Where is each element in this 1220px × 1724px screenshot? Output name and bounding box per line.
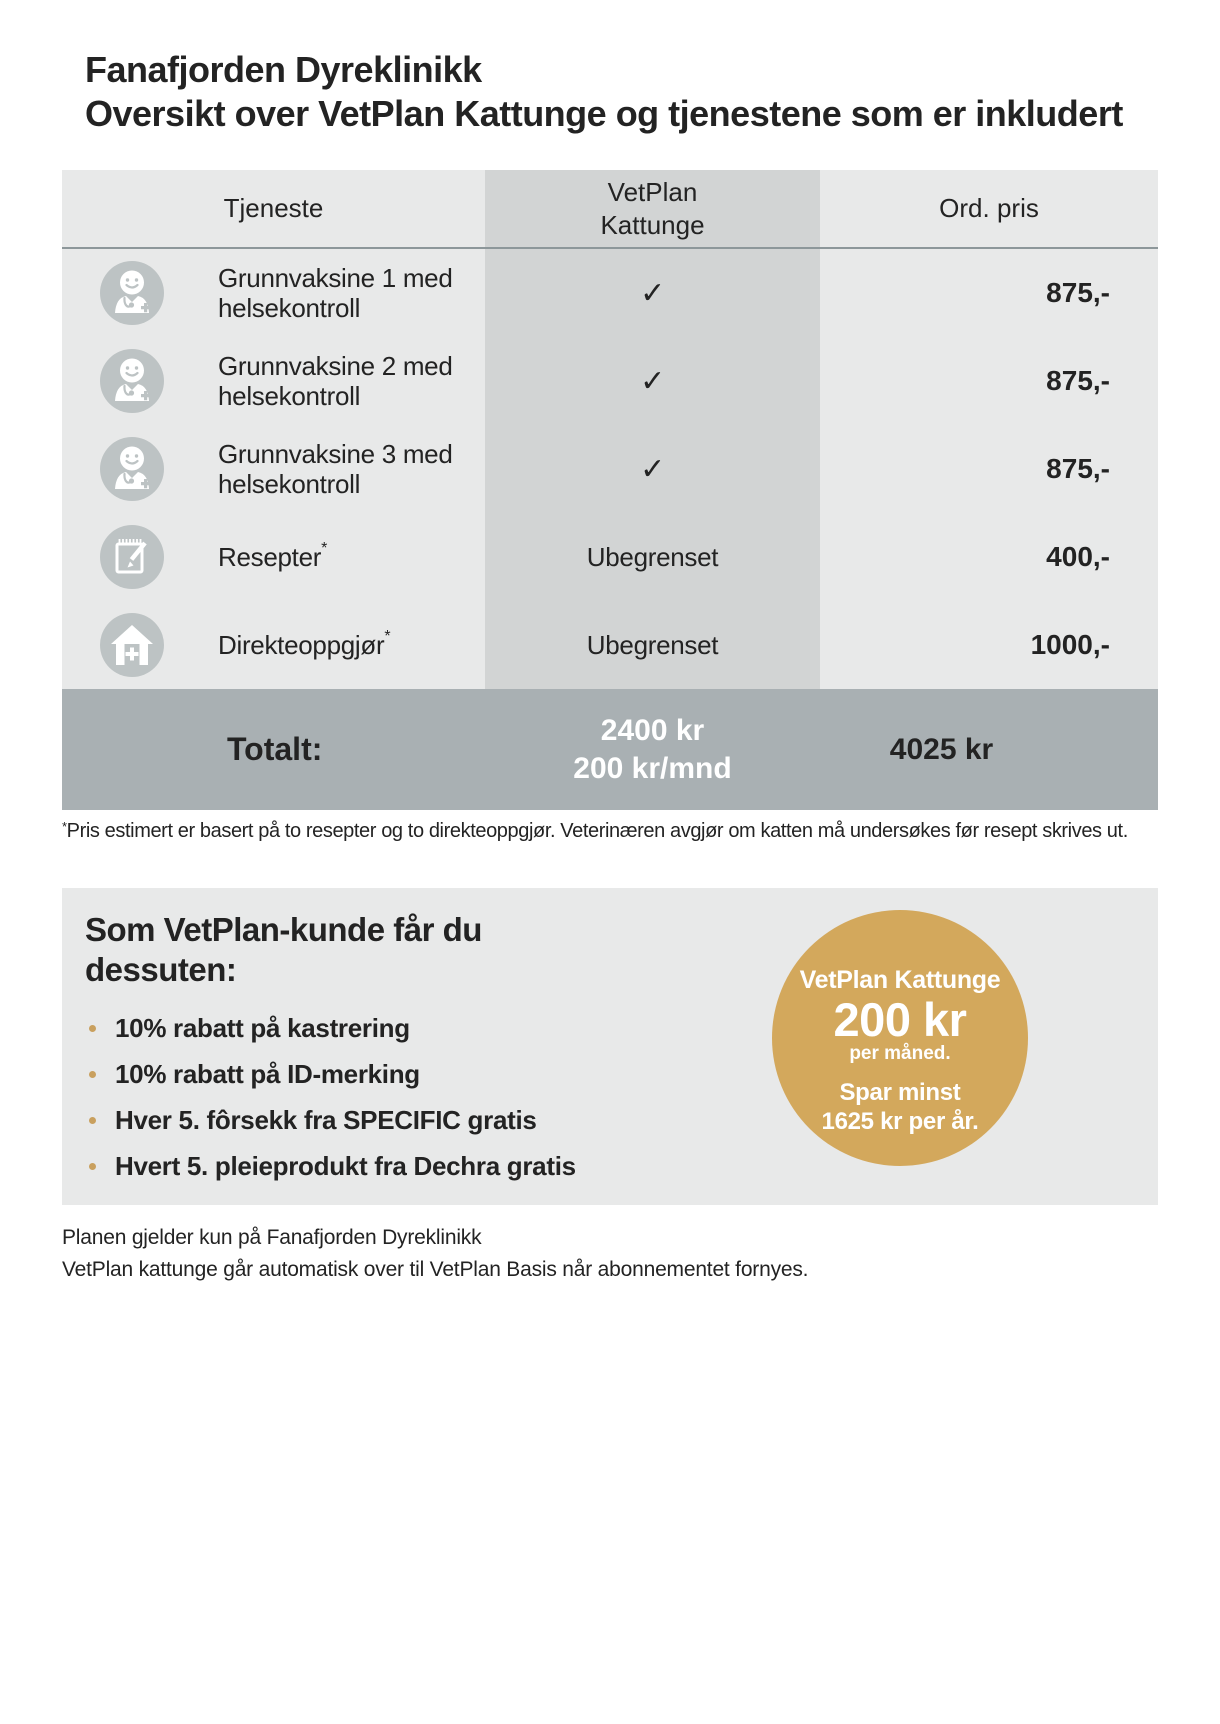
ordinary-price: 875,- (820, 425, 1158, 513)
title-clinic: Fanafjorden Dyreklinikk (85, 49, 482, 90)
service-label: Grunnvaksine 3 med helsekontroll (218, 438, 453, 499)
included-checkmark: ✓ (485, 337, 820, 425)
list-item: 10% rabatt på kastrering (89, 1012, 576, 1045)
service-label: Grunnvaksine 1 med helsekontroll (218, 262, 453, 323)
ordinary-price: 875,- (820, 337, 1158, 425)
badge-plan-name: VetPlan Kattunge (799, 966, 1001, 994)
vet-icon (100, 437, 164, 501)
badge-savings: Spar minst 1625 kr per år. (821, 1079, 979, 1135)
table-row (62, 337, 1158, 425)
included-text: Ubegrenset (485, 601, 820, 689)
vet-icon (100, 261, 164, 325)
badge-monthly-price: 200 kr (833, 993, 967, 1046)
service-label: Direkteoppgjør* (218, 627, 391, 660)
footer-line: VetPlan kattunge går automatisk over til VetPlan Basis når abonnementet fornyes. (62, 1257, 809, 1281)
vet-icon (100, 349, 164, 413)
benefits-panel (62, 888, 1158, 1205)
benefits-heading: Som VetPlan-kunde får du dessuten: (85, 911, 482, 989)
bullet-dot-icon (89, 1025, 96, 1032)
service-cell (62, 425, 485, 513)
service-cell (62, 601, 485, 689)
bullet-dot-icon (89, 1163, 96, 1170)
benefits-list (89, 1012, 576, 1196)
table-row (62, 601, 1158, 689)
badge-per-month: per måned. (849, 1043, 951, 1065)
bullet-dot-icon (89, 1071, 96, 1078)
page-title (85, 48, 1123, 136)
total-label: Totalt: (227, 731, 323, 767)
column-header-service: Tjeneste (62, 170, 485, 247)
service-cell (62, 249, 485, 337)
bullet-dot-icon (89, 1117, 96, 1124)
list-item: Hver 5. fôrsekk fra SPECIFIC gratis (89, 1104, 576, 1137)
price-badge (772, 910, 1028, 1166)
title-overview: Oversikt over VetPlan Kattunge og tjenestene som er inkludert (85, 92, 1123, 134)
included-text: Ubegrenset (485, 513, 820, 601)
column-header-price: Ord. pris (820, 170, 1158, 247)
column-header-plan: VetPlan Kattunge (485, 170, 820, 247)
table-header-row (62, 170, 1158, 247)
ordinary-price: 400,- (820, 513, 1158, 601)
total-ordinary-price: 4025 kr (889, 732, 994, 766)
house-icon (100, 613, 164, 677)
ordinary-price: 875,- (820, 249, 1158, 337)
table-row (62, 425, 1158, 513)
table-row (62, 513, 1158, 601)
service-label: Resepter* (218, 539, 328, 572)
total-plan-price: 2400 kr 200 kr/mnd (573, 714, 732, 785)
prescription-icon (100, 525, 164, 589)
service-cell (62, 513, 485, 601)
footer-notes (62, 1222, 808, 1285)
included-checkmark: ✓ (485, 249, 820, 337)
list-item: 10% rabatt på ID-merking (89, 1058, 576, 1091)
included-checkmark: ✓ (485, 425, 820, 513)
ordinary-price: 1000,- (820, 601, 1158, 689)
footer-line: Planen gjelder kun på Fanafjorden Dyreklinikk (62, 1226, 482, 1249)
price-table (62, 170, 1158, 810)
table-row (62, 249, 1158, 337)
service-label: Grunnvaksine 2 med helsekontroll (218, 350, 453, 411)
total-row (62, 689, 1158, 810)
service-cell (62, 337, 485, 425)
list-item: Hvert 5. pleieprodukt fra Dechra gratis (89, 1150, 576, 1183)
footnote: *Pris estimert er basert på to resepter og to direkteoppgjør. Veterinæren avgjør om katten må undersøkes før resept skrives ut. (62, 819, 1128, 842)
